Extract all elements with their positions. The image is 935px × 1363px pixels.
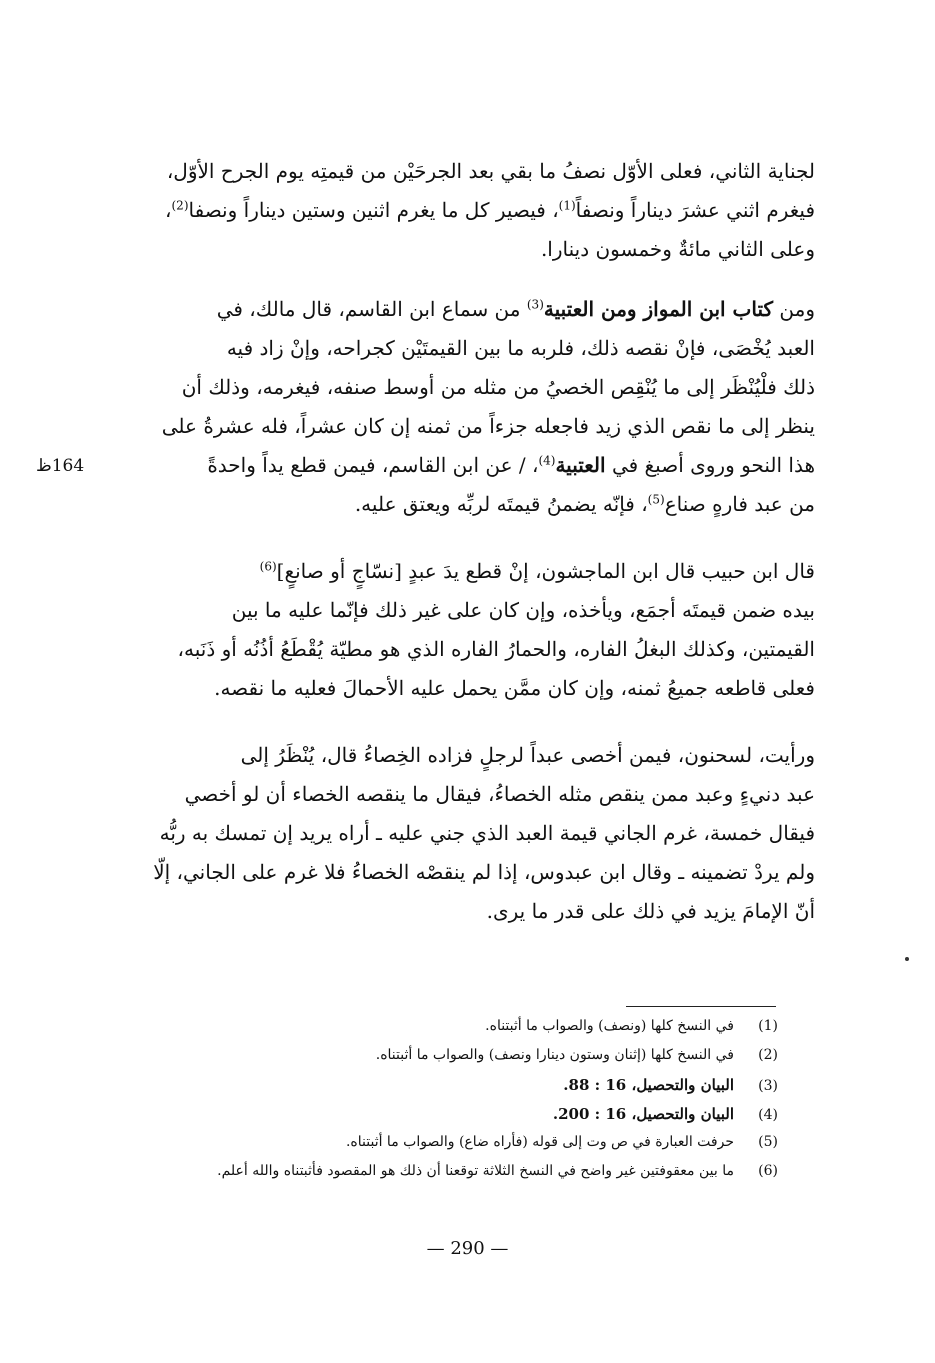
footnote	[138, 1163, 778, 1192]
footnote-separator	[626, 1006, 776, 1007]
text-segment: ، فيصير كل ما يغرم اثنين وستين ديناراً ونصفا	[188, 198, 559, 222]
text-line	[125, 485, 815, 524]
text-segment: ، فإنّه يضمنُ قيمتَه لربِّه ويعتق عليه.	[354, 492, 648, 516]
text-line: بيده ضمن قيمتَه أجمَع، ويأخذه، وإن كان على غير ذلك فإنّما عليه ما بين	[231, 598, 815, 622]
footnote-number: (6)	[758, 1163, 778, 1179]
text-segment: هذا النحو وروى أصبغ في	[605, 453, 815, 477]
footnote	[138, 1018, 778, 1047]
footnote-number: (4)	[758, 1107, 778, 1123]
text-line: ورأيت، لسحنون، فيمن أخصى عبداً لرجلٍ فزاده الخِصاءُ قال، يُنْظَرُ إلى	[240, 743, 815, 767]
footnote	[138, 1047, 778, 1076]
text-segment: من سماع ابن القاسم، قال مالك، في	[216, 297, 527, 321]
text-line: العبد يُخْصَى، فإنْ نقصه ذلك، فلربه ما بين القيمتَيْن كجراحه، وإنْ زاد فيه	[226, 336, 815, 360]
footnote-text: البيان والتحصيل، 16 : 88.	[563, 1076, 734, 1094]
footnote	[138, 1134, 778, 1163]
paragraph-2	[125, 290, 815, 524]
paragraph-4	[125, 736, 815, 931]
footnote-text: حرفت العبارة في ص وت إلى قوله (فأراه ضاع) والصواب ما أثبتناه.	[345, 1134, 734, 1150]
paragraph-1	[125, 152, 815, 269]
text-line: ينظر إلى ما نقص الذي زيد فاجعله جزءاً من ثمنه إن كان عشراً، فله عشرةُ على	[161, 414, 815, 438]
footnote-ref: (4)	[538, 453, 556, 468]
text-segment: ، / عن ابن القاسم، فيمن قطع يداً واحدةً	[207, 453, 539, 477]
paragraph-3	[125, 552, 815, 708]
footnote-number: (5)	[758, 1134, 778, 1150]
text-line	[125, 552, 815, 591]
footnote-text: ما بين معقوفتين غير واضح في النسخ الثلاثة توقعنا أن ذلك هو المقصود فأثبتناه والله أعلم.	[217, 1163, 734, 1179]
source-title: العتبية	[555, 453, 606, 477]
text-line	[125, 446, 815, 485]
text-line	[125, 290, 815, 329]
text-segment: ،	[165, 198, 172, 222]
footnote-number: (1)	[758, 1018, 778, 1034]
footnote-ref: (5)	[647, 492, 665, 507]
text-segment: فيغرم اثني عشرَ ديناراً ونصفاً	[575, 198, 815, 222]
text-line: فيقال خمسة، غرم الجاني قيمة العبد الذي جني عليه ـ أراه يريد إن تمسك به ربُّه	[159, 821, 815, 845]
text-line: القيمتين، وكذلك البغلُ الفاره، والحمارُ الفاره الذي هو مطيّة يُقْطَعُ أذُنُه أو ذَنَبه،	[177, 637, 815, 661]
text-line: ذلك فلْيُنْظَر إلى ما يُنْقِص الخصيُ من مثله من أوسط صنفه، فيغرمه، وذلك أن	[181, 375, 815, 399]
text-line: ولم يردْ تضمينه ـ وقال ابن عبدوس، إذا لم ينقصْه الخصاءُ فلا غرم على الجاني، إلّا	[153, 860, 815, 884]
text-line: أنّ الإمامَ يزيد في ذلك على قدر ما يرى.	[486, 899, 815, 923]
footnote-ref: (3)	[526, 297, 544, 312]
ink-dot	[905, 957, 909, 961]
footnote-ref: (1)	[558, 198, 576, 213]
footnote-number: (2)	[758, 1047, 778, 1063]
footnote	[138, 1105, 778, 1134]
footnote-text: في النسخ كلها (إثنان وستون دينارا ونصف) والصواب ما أثبتناه.	[375, 1047, 734, 1063]
margin-folio-note: 164ظ	[36, 456, 85, 476]
footnote-ref: (2)	[171, 198, 189, 213]
text-line: لجناية الثاني، فعلى الأوّل نصفُ ما بقي بعد الجرحَيْن من قيمتِه يوم الجرح الأوّل،	[166, 159, 815, 183]
footnote-number: (3)	[758, 1078, 778, 1094]
footnote	[138, 1076, 778, 1105]
footnote-text: البيان والتحصيل، 16 : 200.	[552, 1105, 734, 1123]
text-line: عبد دنيءٍ وعبد ممن ينقص مثله الخصاءُ، فيقال ما ينقصه الخصاء أن لو أخصي	[184, 782, 815, 806]
text-segment: من عبد فارهٍ صناع	[664, 492, 815, 516]
text-line: فعلى قاطعه جميعُ ثمنه، وإن كان ممَّن يحمل عليه الأحمالَ فعليه ما نقصه.	[214, 676, 815, 700]
source-title: كتاب ابن المواز ومن العتبية	[543, 297, 774, 321]
text-line: وعلى الثاني مائةٌ وخمسون دينارا.	[540, 237, 815, 261]
footnote-text: في النسخ كلها (ونصف) والصواب ما أثبتناه.	[485, 1018, 734, 1034]
text-segment: قال ابن حبيب قال ابن الماجشون، إنْ قطع يدَ عبدٍ [نسّاجٍ أو صانعٍ]	[276, 559, 815, 583]
page-number: — 290 —	[426, 1238, 509, 1259]
text-segment: ومن	[773, 297, 815, 321]
footnotes	[138, 1018, 778, 1192]
footnote-ref: (6)	[259, 559, 277, 574]
text-line	[125, 191, 815, 230]
